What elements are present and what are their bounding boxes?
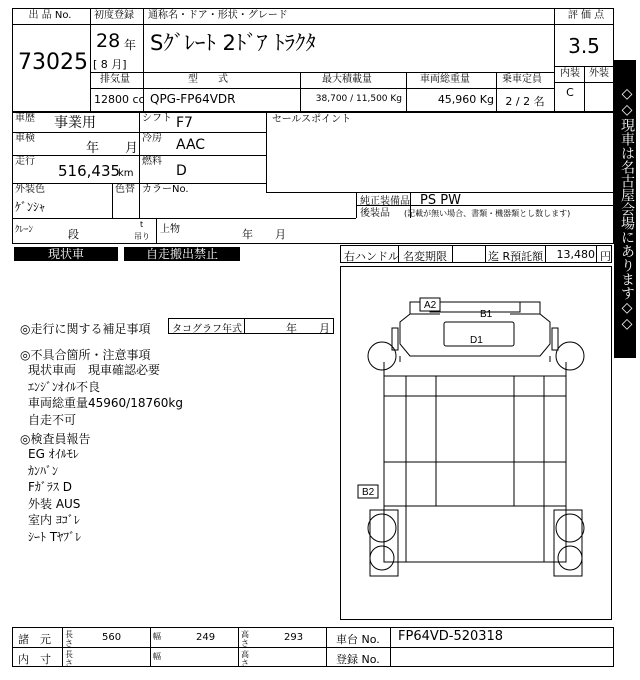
- width-value: 249: [196, 632, 216, 643]
- crane-label: ｸﾚｰﾝ: [15, 225, 34, 235]
- mark-b1: B1: [480, 309, 493, 320]
- mark-d1: D1: [470, 335, 483, 346]
- color-change-label: 色替: [115, 184, 135, 195]
- right-handle: 右ハンドル: [344, 250, 399, 263]
- displacement-label: 排気量: [100, 74, 130, 85]
- genuine-value: PS PW: [420, 193, 461, 208]
- upper-label: 上物: [160, 224, 180, 235]
- exterior-score-label: 外装: [589, 68, 609, 79]
- height-value: 293: [284, 632, 304, 643]
- reg-label: 登録 No.: [336, 653, 380, 666]
- score-value: 3.5: [568, 34, 600, 58]
- defect-item: ｴﾝｼﾞﾝｵｲﾙ不良: [28, 379, 101, 394]
- wheel-rear-left: [368, 514, 396, 542]
- wheel-front-right: [556, 342, 584, 370]
- inspector-item: ｶﾝﾊﾞﾝ: [28, 463, 59, 478]
- content-length-label: 長さ: [65, 650, 73, 668]
- content-height-label: 高さ: [241, 650, 249, 668]
- crane-t: t: [140, 220, 144, 229]
- inspection-label: 車検: [15, 133, 35, 144]
- interior-score-label: 内装: [560, 68, 580, 79]
- score-label: 評 価 点: [567, 10, 605, 21]
- content-width-label: 幅: [153, 652, 161, 661]
- content-label: 内 寸: [18, 653, 51, 666]
- history-label: 車歴: [15, 113, 35, 124]
- first-reg-label: 初度登録: [94, 10, 134, 21]
- inspector-list: [28, 446, 81, 545]
- crane-hook: 吊り: [134, 232, 150, 241]
- mileage-label: 走行: [15, 156, 35, 167]
- defects-list: [28, 362, 183, 428]
- fuel-label: 燃料: [142, 156, 162, 167]
- max-load-label: 最大積載量: [322, 74, 372, 85]
- gross-weight-label: 車両総重量: [420, 74, 470, 85]
- defects-label: ◎不具合箇所・注意事項: [20, 348, 151, 362]
- dims-label: 諸 元: [18, 633, 51, 646]
- genuine-label: 純正装備品: [360, 196, 410, 207]
- inspection-value: 年 月: [86, 141, 139, 156]
- lot-label: 出 品 No.: [28, 10, 72, 21]
- name-change-field: [452, 245, 486, 263]
- mark-b2: B2: [362, 487, 375, 498]
- name-label: 通称名・ドア・形状・グレード: [148, 10, 288, 21]
- location-banner: ◇◇現車は名古屋会場にあります◇◇: [614, 60, 636, 358]
- reg-month: [ 8 月]: [93, 58, 127, 71]
- color-no-label: カラーNo.: [142, 184, 189, 195]
- reg-year-unit: 年: [124, 38, 137, 52]
- inspector-item: EG ｵｲﾙﾓﾚ: [28, 447, 79, 461]
- current-car-badge: 現状車: [14, 247, 118, 261]
- color-value: ｹﾞﾝｼｬ: [15, 200, 46, 214]
- max-load-value: 38,700 / 11,500 Kg: [315, 94, 402, 104]
- color-label: 外装色: [15, 184, 45, 195]
- ac-label: 冷房: [142, 133, 162, 144]
- defect-item: 自走不可: [28, 412, 77, 427]
- reg-year: 28: [96, 30, 121, 52]
- inspector-item: 外装 AUS: [28, 496, 81, 511]
- shift-label: シフト: [142, 113, 172, 124]
- defect-item: 現状車両 現車確認必要: [28, 363, 161, 377]
- length-value: 560: [102, 632, 122, 643]
- mileage-value: 516,435: [58, 162, 121, 180]
- wheel-front-left: [368, 342, 396, 370]
- tax-unit: 円: [600, 250, 611, 263]
- interior-score: C: [566, 86, 574, 99]
- driving-notes-label: ◎走行に関する補足事項: [20, 322, 151, 336]
- chassis-label: 車台 No.: [336, 633, 380, 646]
- capacity-label: 乗車定員: [502, 74, 542, 85]
- inspector-item: Fｶﾞﾗｽ D: [28, 480, 72, 494]
- inspector-label: ◎検査員報告: [20, 432, 91, 446]
- displacement-value: 12800 cc: [94, 93, 145, 106]
- aftermarket-note: (記載が無い場合、書類・機器類とし数します): [404, 209, 571, 218]
- tax-label: 迄 R預託額: [488, 250, 544, 263]
- shift-value: F7: [176, 115, 193, 131]
- width-label: 幅: [153, 632, 161, 641]
- aftermarket-label: 後装品: [360, 208, 390, 219]
- truck-diagram: [340, 266, 612, 620]
- sales-point-label: セールスポイント: [272, 114, 352, 125]
- tachograph-label: タコグラフ年式: [172, 324, 242, 335]
- model-value: QPG-FP64VDR: [150, 92, 236, 106]
- fuel-value: D: [176, 163, 187, 179]
- lot-number: 73025: [18, 50, 88, 75]
- inspector-item: ｼｰﾄ Tﾔﾌﾞﾚ: [28, 529, 82, 544]
- capacity-value: 2 / 2 名: [505, 95, 545, 108]
- height-label: 高さ: [241, 630, 249, 648]
- tachograph-ym: 年 月: [286, 322, 330, 335]
- mark-a2: A2: [424, 300, 437, 311]
- ac-value: AAC: [176, 137, 206, 153]
- gross-weight-value: 45,960 Kg: [437, 93, 494, 106]
- history-value: 事業用: [54, 115, 96, 131]
- mileage-unit: km: [118, 168, 134, 179]
- no-self-drive-badge: 自走搬出禁止: [124, 247, 240, 261]
- upper-ym: 年 月: [242, 228, 286, 241]
- tax-value: 13,480: [556, 248, 595, 261]
- inspector-item: 室内 ﾖｺﾞﾚ: [28, 513, 80, 527]
- name-change-label: 名変期限: [403, 250, 447, 263]
- model-label: 型 式: [188, 74, 228, 85]
- vehicle-name: Sｸﾞﾚｰﾄ 2ﾄﾞｱ ﾄﾗｸﾀ: [150, 31, 317, 55]
- length-label: 長さ: [65, 630, 73, 648]
- crane-stage: 段: [68, 228, 79, 241]
- defect-item: 車両総重量45960/18760kg: [28, 396, 183, 410]
- wheel-rear-right: [556, 514, 584, 542]
- chassis-value: FP64VD-520318: [398, 629, 504, 644]
